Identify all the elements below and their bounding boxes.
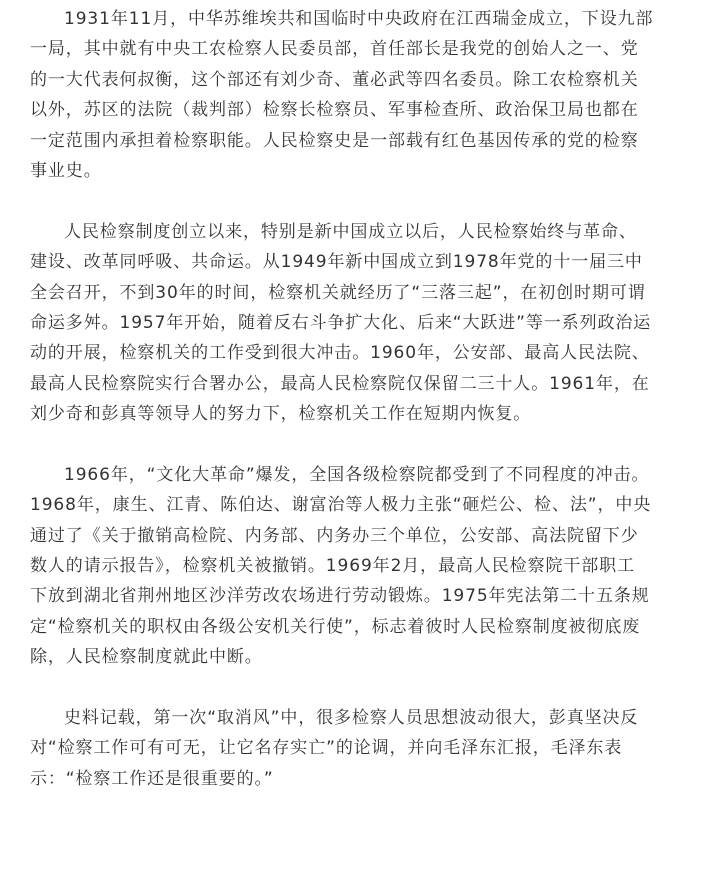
text-line: 数人的请示报告》，检察机关被撤销。1969年2月，最高人民检察院干部职工: [30, 556, 635, 577]
text-line: 最高人民检察院实行合署办公，最高人民检察院仅保留二三十人。1961年，在: [30, 373, 650, 394]
paragraph-1: [30, 4, 691, 186]
text-line: 命运多舛。1957年开始，随着反右斗争扩大化、后来“大跃进”等一系列政治运: [30, 312, 652, 333]
text-line: 通过了《关于撤销高检院、内务部、内务办三个单位，公安部、高法院留下少: [30, 525, 639, 546]
paragraph-2: [30, 217, 691, 430]
text-line: 一局，其中就有中央工农检察人民委员部，首任部长是我党的创始人之一、党: [30, 39, 639, 60]
text-line: 示：“检察工作还是很重要的。”: [30, 768, 274, 789]
text-line: 刘少奇和彭真等领导人的努力下，检察机关工作在短期内恢复。: [30, 404, 532, 425]
text-line: 对“检察工作可有可无，让它名存实亡”的论调，并向毛泽东汇报，毛泽东表: [30, 738, 623, 759]
text-line: 除，人民检察制度就此中断。: [30, 647, 263, 668]
text-line: 人民检察制度创立以来，特别是新中国成立以后，人民检察始终与革命、: [64, 221, 637, 242]
text-line: 事业史。: [30, 160, 102, 181]
text-line: 1931年11月，中华苏维埃共和国临时中央政府在江西瑞金成立，下设九部: [64, 9, 654, 29]
text-line: 全会召开，不到30年的时间，检察机关就经历了“三落三起”，在初创时期可谓: [30, 282, 646, 303]
text-line: 以外，苏区的法院（裁判部）检察长检察员、军事检查所、政治保卫局也都在: [30, 100, 639, 121]
text-line: 史料记载，第一次“取消风”中，很多检察人员思想波动很大，彭真坚决反: [64, 707, 639, 728]
paragraph-3: [30, 460, 691, 673]
text-line: 的一大代表何叔衡，这个部还有刘少奇、董必武等四名委员。除工农检察机关: [30, 69, 639, 90]
text-line: 一定范围内承担着检察职能。人民检察史是一部载有红色基因传承的党的检察: [30, 130, 639, 151]
text-line: 定“检察机关的职权由各级公安机关行使”，标志着彼时人民检察制度被彻底废: [30, 616, 641, 637]
text-line: 1968年，康生、江青、陈伯达、谢富治等人极力主张“砸烂公、检、法”，中央: [30, 495, 652, 516]
text-line: 建设、改革同呼吸、共命运。从1949年新中国成立到1978年党的十一届三中: [30, 252, 643, 273]
text-line: 下放到湖北省荆州地区沙洋劳改农场进行劳动锻炼。1975年宪法第二十五条规: [30, 586, 650, 607]
text-line: 1966年，“文化大革命”爆发，全国各级检察院都受到了不同程度的冲击。: [64, 464, 650, 485]
text-line: 动的开展，检察机关的工作受到很大冲击。1960年，公安部、最高人民法院、: [30, 343, 650, 364]
paragraph-4: [30, 703, 691, 794]
